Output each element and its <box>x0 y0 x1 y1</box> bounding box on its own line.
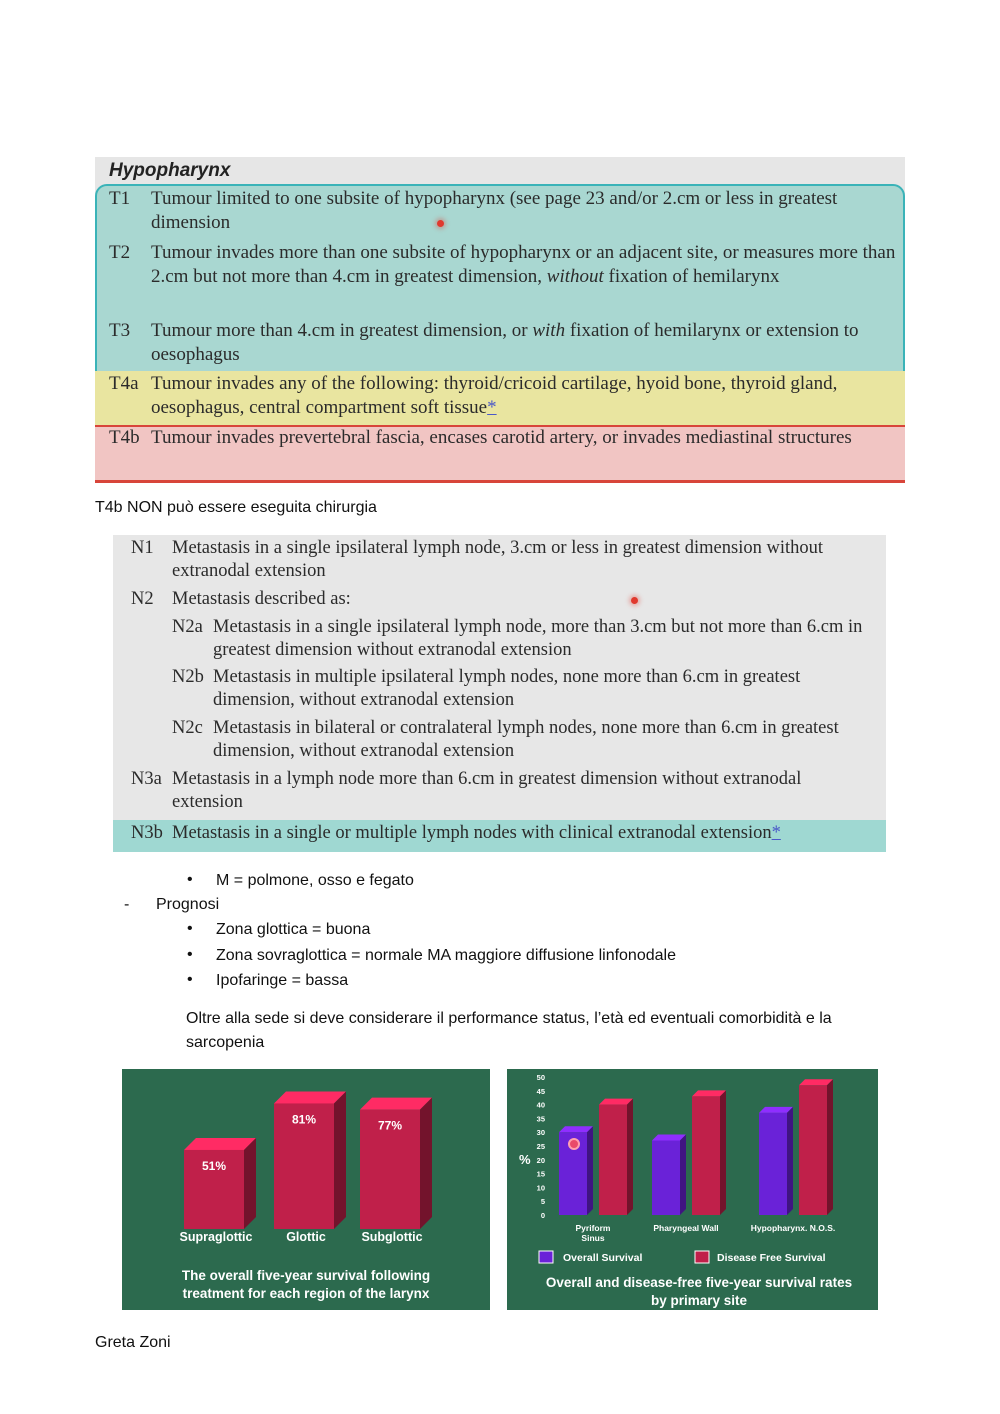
y-tick-label: 50 <box>536 1073 545 1082</box>
table-title: Hypopharynx <box>109 160 231 181</box>
bar-top <box>360 1098 432 1110</box>
pointer-dot <box>437 220 444 227</box>
legend-label: Disease Free Survival <box>717 1252 826 1264</box>
bar-front <box>692 1096 720 1215</box>
category-label: Subglottic <box>361 1230 423 1244</box>
y-tick-label: 20 <box>536 1155 545 1165</box>
category-label: Glottic <box>286 1230 326 1244</box>
m-line: M = polmone, osso e fegato <box>216 872 414 889</box>
bar-top <box>599 1099 633 1105</box>
bar <box>799 1079 833 1215</box>
y-tick-label: 35 <box>536 1114 545 1124</box>
footer-author: Greta Zoni <box>95 1334 171 1351</box>
data-label: 81% <box>291 1112 317 1127</box>
stage-code: N3b <box>131 823 163 843</box>
stage-code: N2 <box>131 589 154 609</box>
larynx-survival-chart <box>122 1069 490 1310</box>
stage-text: Metastasis in a single ipsilateral lymph node, more than 3.cm but not more than 6.cm in greatest dimension without extranodal extension <box>213 617 863 660</box>
t4b-note: T4b NON può essere eseguita chirurgia <box>95 499 377 516</box>
bar-side <box>787 1107 793 1215</box>
data-label: 51% <box>201 1158 227 1173</box>
category-label: Supraglottic <box>179 1230 253 1244</box>
legend-swatch-dfs <box>695 1251 709 1263</box>
hypopharynx-survival-chart <box>507 1069 878 1310</box>
y-tick-label: 25 <box>536 1142 545 1151</box>
stage-text: Metastasis in a single ipsilateral lymph node, 3.cm or less in greatest dimension without extranodal extension <box>172 538 823 581</box>
y-tick-label: 15 <box>536 1169 545 1179</box>
category-label: Pharyngeal Wall <box>653 1223 719 1233</box>
stage-text: Tumour invades more than one subsite of hypopharynx or an adjacent site, or measures more than 2.cm but not more than 4.cm in greatest dimension, without fixation of hemilarynx <box>151 242 896 287</box>
bar <box>692 1090 726 1215</box>
stage-code: T4b <box>109 427 140 448</box>
stage-text: Tumour limited to one subsite of hypopharynx (see page 23 and/or 2.cm or less in greatest dimension <box>151 188 838 233</box>
chart-caption: by primary site <box>650 1293 748 1308</box>
bar-top <box>692 1090 726 1096</box>
bar <box>360 1098 432 1229</box>
bar <box>184 1138 256 1229</box>
bullet-icon: • <box>187 871 193 888</box>
y-tick-label: 5 <box>540 1197 545 1207</box>
chart-caption: The overall five-year survival following <box>181 1268 431 1283</box>
bullet-icon: • <box>187 920 193 937</box>
category-label: Sinus <box>581 1233 605 1243</box>
y-tick-label: 45 <box>536 1086 545 1096</box>
bullet-icon: • <box>187 971 193 988</box>
bar-front <box>759 1113 787 1215</box>
hypopharynx-staging-table <box>95 157 905 483</box>
bar-side <box>720 1090 726 1215</box>
paragraph-line: sarcopenia <box>186 1034 265 1051</box>
pointer-dot <box>569 1139 579 1149</box>
bar-top <box>184 1138 256 1150</box>
bullet-icon: • <box>187 946 193 963</box>
bar-side <box>827 1079 833 1215</box>
bar-front <box>599 1105 627 1215</box>
y-tick-label: 40 <box>536 1100 545 1110</box>
bar <box>599 1099 633 1215</box>
bar <box>759 1107 793 1215</box>
y-tick-label: 0 <box>540 1211 545 1220</box>
dash-marker: - <box>124 896 130 913</box>
prognosi-item: Ipofaringe = bassa <box>216 972 349 989</box>
stage-text: Tumour invades prevertebral fascia, encases carotid artery, or invades mediastinal structures <box>151 427 852 448</box>
bar-side <box>680 1134 686 1215</box>
category-label: Pyriform <box>575 1223 611 1233</box>
chart-caption: Overall and disease-free five-year survival rates <box>545 1275 853 1290</box>
prognosi-item: Zona glottica = buona <box>216 921 371 938</box>
stage-text: Tumour invades any of the following: thyroid/cricoid cartilage, hyoid bone, thyroid gland, oesophagus, central compartment soft tissue* <box>151 373 838 418</box>
stage-code: T1 <box>109 188 131 209</box>
pointer-dot <box>631 597 638 604</box>
stage-code: N2b <box>172 667 204 687</box>
y-axis-label: % <box>519 1152 531 1167</box>
stage-code: N2a <box>172 617 203 637</box>
bar-top <box>559 1126 593 1132</box>
footnote-link[interactable]: * <box>487 397 497 418</box>
prognosi-heading: Prognosi <box>156 896 220 913</box>
bar <box>652 1134 686 1215</box>
chart-caption: treatment for each region of the larynx <box>182 1286 430 1301</box>
paragraph-line: Oltre alla sede si deve considerare il performance status, l’età ed eventuali comorbidità e la <box>186 1010 832 1027</box>
prognosi-item: Zona sovraglottica = normale MA maggiore diffusione linfonodale <box>216 947 676 964</box>
n-staging-table <box>113 535 886 852</box>
bar-side <box>587 1126 593 1215</box>
bar-front <box>652 1140 680 1215</box>
bar-side <box>244 1138 256 1229</box>
bar-side <box>627 1099 633 1215</box>
stage-code: T4a <box>109 373 139 394</box>
stage-text: Metastasis in a lymph node more than 6.cm in greatest dimension without extranodal extension <box>172 769 802 812</box>
chart-svg <box>507 1069 878 1310</box>
y-tick-label: 10 <box>536 1183 545 1193</box>
bar-top <box>652 1134 686 1140</box>
stage-code: T3 <box>109 320 131 341</box>
chart-svg <box>122 1069 490 1310</box>
bar-top <box>274 1091 346 1103</box>
legend-swatch-overall <box>539 1251 553 1263</box>
stage-text: Metastasis in bilateral or contralateral lymph nodes, none more than 6.cm in greatest dimension, without extranodal extension <box>213 718 839 761</box>
stage-code: T2 <box>109 242 131 263</box>
stage-text: Tumour more than 4.cm in greatest dimension, or with fixation of hemilarynx or extension to oesophagus <box>151 320 859 365</box>
stage-text: Metastasis in multiple ipsilateral lymph nodes, none more than 6.cm in greatest dimension, without extranodal extension <box>213 667 801 710</box>
stage-code: N1 <box>131 538 154 558</box>
bar-front <box>799 1085 827 1215</box>
y-tick-label: 30 <box>536 1128 545 1138</box>
stage-code: N2c <box>172 718 203 738</box>
footnote-link[interactable]: * <box>771 823 781 843</box>
stage-text: Metastasis in a single or multiple lymph nodes with clinical extranodal extension* <box>172 823 781 843</box>
category-label: Hypopharynx. N.O.S. <box>750 1223 836 1233</box>
stage-text: Metastasis described as: <box>172 589 351 609</box>
data-label: 77% <box>377 1118 403 1133</box>
bar-side <box>420 1098 432 1229</box>
stage-code: N3a <box>131 769 162 789</box>
bar-side <box>334 1091 346 1229</box>
legend-label: Overall Survival <box>563 1252 643 1264</box>
